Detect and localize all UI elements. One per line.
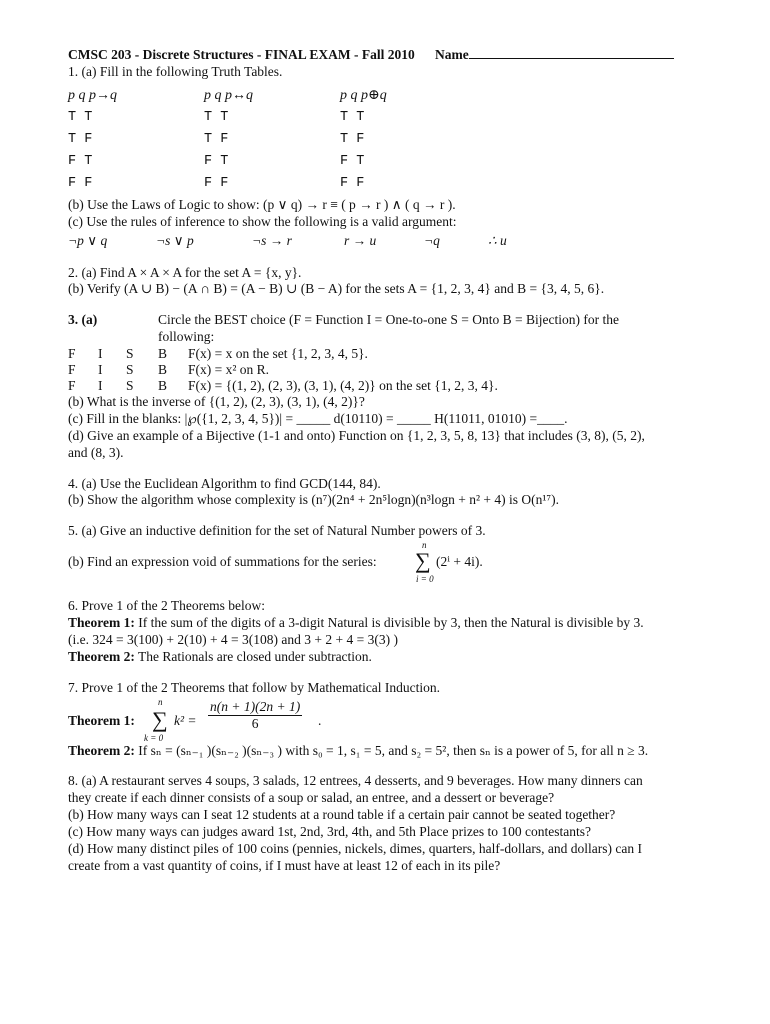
truth-table-header: p q p⊕q — [340, 87, 387, 103]
period: . — [318, 712, 322, 728]
q3b-text: (b) What is the inverse of {(1, 2), (2, 3), (3, 1), (4, 2)}? — [68, 394, 365, 409]
choice-i[interactable]: I — [98, 378, 103, 393]
sum-lower-limit: i = 0 — [416, 574, 434, 585]
choice-s[interactable]: S — [126, 378, 134, 393]
choice-s[interactable]: S — [126, 362, 134, 377]
q1b-text: (b) Use the Laws of Logic to show: (p ∨ q) → r ≡ ( p → r ) ∧ ( q → r ). — [68, 196, 456, 212]
choice-b[interactable]: B — [158, 378, 168, 393]
truth-table-row: F T — [204, 153, 229, 169]
q3-item-3 — [68, 378, 718, 394]
exam-page — [68, 46, 718, 875]
q3d-text-1: (d) Give an example of a Bijective (1-1 and onto) Function on {1, 2, 3, 5, 8, 13} that includes (3, 8), (5, 2), — [68, 427, 645, 443]
truth-table-row: F F — [340, 175, 365, 191]
choice-s[interactable]: S — [126, 346, 134, 361]
fraction-numerator: n(n + 1)(2n + 1) — [208, 699, 302, 717]
q3-label: 3. (a) — [68, 312, 98, 328]
q2a-text: 2. (a) Find A × A × A for the set A = {x, y}. — [68, 264, 302, 280]
truth-tables — [68, 85, 718, 197]
theorem-text: If sₙ = (sₙ₋₁ )(sₙ₋₂ )(sₙ₋₃ ) with s₀ = 1, s₁ = 5, and s₂ = 5², then sₙ is a power of 5, for all n ≥ 3. — [134, 742, 649, 758]
q5b-text: (b) Find an expression void of summations for the series: — [68, 554, 377, 570]
q2b-text: (b) Verify (A ∪ B) − (A ∩ B) = (A − B) ∪ (B − A) for the sets A = {1, 2, 3, 4} and B = {3, 4, 5, 6}. — [68, 281, 605, 297]
q6-theorem-1 — [68, 615, 718, 632]
theorem-text: The Rationals are closed under subtraction. — [134, 648, 372, 664]
q6-intro: 6. Prove 1 of the 2 Theorems below: — [68, 598, 265, 614]
premise: ¬q — [424, 232, 440, 248]
q7-theorem-1 — [68, 697, 718, 743]
truth-table-row: T T — [68, 109, 93, 125]
q3d-text-2: and (8, 3). — [68, 444, 124, 460]
q8c-text: (c) How many ways can judges award 1st, 2nd, 3rd, 4th, and 5th Place prizes to 100 contestants? — [68, 824, 591, 839]
truth-table-row: T T — [204, 109, 229, 125]
conclusion: ∴ u — [488, 232, 507, 248]
q3-item-text: F(x) = {(1, 2), (2, 3), (3, 1), (4, 2)} on the set {1, 2, 3, 4}. — [188, 378, 498, 393]
exam-title: CMSC 203 - Discrete Structures - FINAL EXAM - Fall 2010 — [68, 47, 415, 62]
truth-table-row: T F — [68, 131, 93, 147]
q3-item-1 — [68, 346, 718, 362]
q4b-text: (b) Show the algorithm whose complexity is (n⁷)(2n⁴ + 2n⁵logn)(n³logn + n² + 4) is O(n¹⁷). — [68, 492, 559, 508]
q3c-text: (c) Fill in the blanks: |℘({1, 2, 3, 4, 5})| = _____ d(10110) = _____ H(11011, 01010) =____. — [68, 410, 568, 426]
q6-theorem-2 — [68, 649, 718, 666]
q1a-text: 1. (a) Fill in the following Truth Tables. — [68, 63, 283, 79]
choice-f[interactable]: F — [68, 378, 76, 393]
q3-intro — [68, 312, 718, 329]
truth-table-row: T F — [340, 131, 365, 147]
truth-table-implication — [68, 85, 117, 195]
q7-intro: 7. Prove 1 of the 2 Theorems that follow by Mathematical Induction. — [68, 679, 441, 695]
q3-item-text: F(x) = x on the set {1, 2, 3, 4, 5}. — [188, 346, 368, 361]
truth-table-row: F F — [68, 175, 93, 191]
name-label: Name — [434, 47, 469, 62]
q6-theorem-1-example: (i.e. 324 = 3(100) + 2(10) + 4 = 3(108) and 3 + 2 + 4 = 3(3) ) — [68, 631, 398, 647]
truth-table-row: F T — [68, 153, 93, 169]
q1c-text: (c) Use the rules of inference to show the following is a valid argument: — [68, 213, 457, 229]
choice-b[interactable]: B — [158, 362, 168, 377]
premise: ¬p ∨ q — [68, 232, 108, 248]
q5a-text: 5. (a) Give an inductive definition for the set of Natural Number powers of 3. — [68, 523, 486, 539]
fraction — [208, 699, 302, 734]
sum-upper-limit: n — [422, 540, 427, 551]
q8d-text-1: (d) How many distinct piles of 100 coins (pennies, nickels, dimes, quarters, half-dollars, and dollars) can I — [68, 840, 642, 856]
premise: ¬s ∨ p — [156, 232, 194, 248]
sum-term: k² = — [174, 712, 197, 728]
summation-icon: ∑ — [152, 706, 168, 732]
q3-item-2 — [68, 362, 718, 378]
theorem-label: Theorem 1: — [68, 615, 135, 630]
sum-upper-limit: n — [158, 696, 163, 707]
q3-intro-line1: Circle the BEST choice (F = Function I = One-to-one S = Onto B = Bijection) for the — [158, 312, 620, 328]
truth-table-header: p q p↔q — [204, 87, 253, 103]
theorem-label: Theorem 2: — [68, 742, 135, 758]
q8a-text-1: 8. (a) A restaurant serves 4 soups, 3 salads, 12 entrees, 4 desserts, and 9 beverages. How many dinners can — [68, 773, 643, 789]
premise: r → u — [344, 232, 377, 248]
q7-theorem-2 — [68, 743, 718, 760]
fraction-denominator: 6 — [251, 716, 259, 732]
truth-table-row: T T — [340, 109, 365, 125]
choice-i[interactable]: I — [98, 362, 103, 377]
choice-f[interactable]: F — [68, 346, 76, 361]
sum-body: (2ⁱ + 4i). — [436, 554, 483, 570]
truth-table-row: F T — [340, 153, 365, 169]
truth-table-biconditional — [204, 85, 253, 195]
truth-table-header: p q p→q — [68, 87, 117, 103]
q8d-text-2: create from a vast quantity of coins, if I must have at least 12 of each in its pile? — [68, 857, 501, 873]
summation-icon: ∑ — [415, 548, 431, 574]
exam-header — [68, 46, 718, 64]
name-blank[interactable] — [469, 46, 674, 59]
choice-f[interactable]: F — [68, 362, 76, 377]
q4a-text: 4. (a) Use the Euclidean Algorithm to find GCD(144, 84). — [68, 475, 381, 491]
q8a-text-2: they create if each dinner consists of a soup or salad, an entree, and a dessert or beverage? — [68, 790, 555, 806]
theorem-label: Theorem 2: — [68, 648, 135, 664]
argument-premises — [68, 231, 718, 251]
truth-table-row: F F — [204, 175, 229, 191]
truth-table-row: T F — [204, 131, 229, 147]
theorem-text: If the sum of the digits of a 3-digit Natural is divisible by 3, then the Natural is divisible by 3. — [134, 615, 644, 630]
theorem-label: Theorem 1: — [68, 712, 135, 728]
premise: ¬s → r — [252, 232, 292, 248]
q5b-block — [68, 540, 718, 584]
choice-i[interactable]: I — [98, 346, 103, 361]
q8b-text: (b) How many ways can I seat 12 students at a round table if a certain pair cannot be seated together? — [68, 807, 616, 823]
truth-table-xor — [340, 85, 387, 195]
q3-item-text: F(x) = x² on R. — [188, 362, 270, 377]
choice-b[interactable]: B — [158, 346, 168, 361]
sum-lower-limit: k = 0 — [144, 732, 164, 743]
q3-intro-line2: following: — [158, 329, 215, 345]
